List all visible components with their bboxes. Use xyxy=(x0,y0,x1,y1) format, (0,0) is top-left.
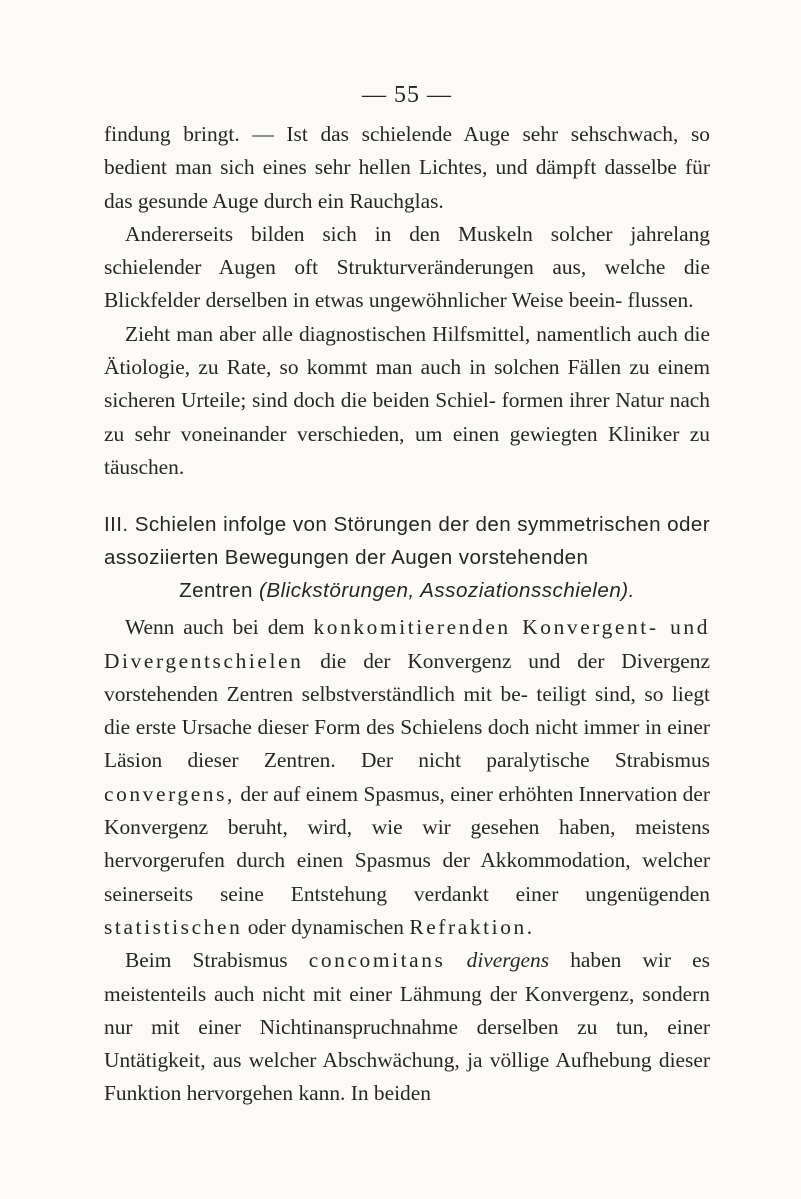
section-heading-zentren: Zentren xyxy=(179,579,253,603)
paragraph-2: Andererseits bilden sich in den Muskeln solcher jahrelang schielender Augen oft Strukturveränderungen aus, welche die Blickfelder derselben in etwas ungewöhnlicher Weise beein- flussen. xyxy=(104,221,710,313)
p4-text-1: Wenn auch bei dem xyxy=(125,615,305,640)
paragraph-3: Zieht man aber alle diagnostischen Hilfsmittel, namentlich auch die Ätiologie, zu Rate, so kommt man auch in solchen Fällen zu einem sicheren Urteile; sind doch die beiden Schiel- formen ihrer Natur nach zu sehr voneinander verschieden, um einen gewiegten Kliniker zu täuschen. xyxy=(104,321,710,479)
p4-spaced-convergens: convergens, xyxy=(104,781,235,806)
section-heading-subtitle: (Blickstörungen, Assoziationsschielen). xyxy=(259,579,635,603)
p5-text-2: haben wir es meistenteils auch nicht mit einer Lähmung der Konvergenz, sondern nur mit einer Nichtinanspruchnahme derselben zu tun, einer Untätigkeit, aus welcher Abschwächung, ja völlige Aufhebung dieser Funktion hervorgehen kann. In beiden xyxy=(104,948,710,1106)
p5-spaced-concomitans: concomitans xyxy=(308,948,446,973)
section-heading xyxy=(104,508,710,607)
p5-text-1: Beim Strabismus xyxy=(125,948,288,973)
p4-spaced-refraktion: Refraktion. xyxy=(409,914,535,939)
p4-text-4: oder dynamischen xyxy=(247,914,404,939)
section-heading-last-line xyxy=(104,574,710,607)
paragraph-5 xyxy=(104,944,710,1110)
section-heading-main: III. Schielen infolge von Störungen der den symmetrischen oder assoziierten Bewegungen der Augen vorstehenden xyxy=(104,513,710,570)
paragraph-1: findung bringt. — Ist das schielende Auge sehr sehschwach, so bedient man sich eines sehr hellen Lichtes, und dämpft dasselbe für das gesunde Auge durch ein Rauchglas. xyxy=(104,122,710,213)
p4-text-3: der auf einem Spasmus, einer erhöhten Innervation der Konvergenz beruht, wird, wie wir gesehen haben, meistens hervorgerufen durch einen Spasmus der Akkommodation, welcher seinerseits seine Entstehung verdankt einer ungenügenden xyxy=(104,781,710,906)
p4-spaced-statistischen: statistischen xyxy=(104,914,243,939)
p4-spaced-term: konkomitierenden Konvergent- und Divergentschielen xyxy=(104,615,710,673)
paragraph-4 xyxy=(104,611,710,944)
p5-italic-divergens: divergens xyxy=(466,948,550,973)
page-number: — 55 — xyxy=(362,82,452,108)
book-page xyxy=(104,82,710,1111)
p4-text-2: die der Konvergenz und der Divergenz vorstehenden Zentren selbstverständlich mit be- teiligt sind, so liegt die erste Ursache dieser Form des Schielens doch nicht immer in einer Läsion dieser Zentren. Der nicht paralytische Strabismus xyxy=(104,648,710,773)
